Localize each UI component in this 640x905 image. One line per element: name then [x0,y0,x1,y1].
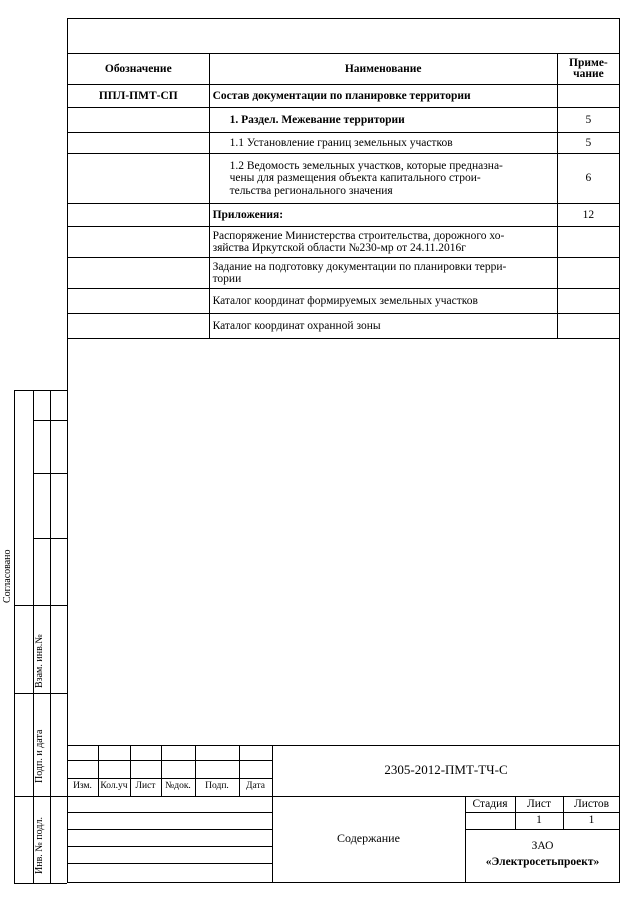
agreed-label: Согласовано [2,549,13,603]
header-designation: Обозначение [68,54,210,85]
inv-replace-label: Взам. инв.№ [34,634,45,688]
table-row [68,154,620,204]
sheets-value: 1 [588,814,595,826]
table-row [68,85,620,108]
table-row [68,258,620,289]
table-row [68,108,620,133]
cell-note: 6 [557,154,619,204]
table-row [68,314,620,339]
cell-note [557,258,619,289]
cell-name: 1. Раздел. Межевание территории [209,108,557,133]
title-col-header: Кол.уч [100,781,128,791]
cell-name: Каталог координат формируемых земельных участков [209,289,557,314]
cell-note [557,85,619,108]
cell-designation [68,108,210,133]
cell-designation [68,258,210,289]
table-row [68,289,620,314]
cell-designation [68,289,210,314]
cell-note: 12 [557,204,619,227]
sheets-label: Листов [573,798,610,810]
header-note: Приме- чание [557,54,619,85]
sheet-value: 1 [536,814,542,826]
cell-note [557,227,619,258]
sign-date-label: Подп. и дата [34,729,45,783]
cell-designation [68,133,210,154]
cell-name: Распоряжение Министерства строительства, дорожного хо- зяйства Иркутской области №230-мр от 24.11.2016г [209,227,557,258]
title-col-header: Лист [135,781,156,791]
cell-designation [68,227,210,258]
table-row [68,133,620,154]
inv-orig-label: Инв. № подл. [34,817,45,874]
cell-note: 5 [557,108,619,133]
table-header-row [68,54,620,85]
document-code: 2305-2012-ПМТ-ТЧ-С [384,762,508,777]
sheet-label: Лист [526,798,552,810]
title-col-header: №док. [165,781,191,791]
stage-label: Стадия [472,798,508,810]
cell-note [557,314,619,339]
contents-table [67,53,620,339]
table-row [68,227,620,258]
cell-name: Состав документации по планировке территории [209,85,557,108]
cell-designation [68,204,210,227]
cell-note: 5 [557,133,619,154]
cell-designation: ППЛ-ПМТ-СП [68,85,210,108]
cell-name: 1.1 Установление границ земельных участков [209,133,557,154]
cell-designation [68,314,210,339]
title-col-header: Изм. [73,781,92,791]
cell-name: 1.2 Ведомость земельных участков, которые предназна- чены для размещения объекта капитального строи- тельства регионального значения [209,154,557,204]
document-name: Содержание [337,831,400,845]
cell-name: Приложения: [209,204,557,227]
org-line1: ЗАО [531,840,554,852]
title-col-header: Дата [246,781,265,791]
header-name: Наименование [209,54,557,85]
cell-designation [68,154,210,204]
cell-name: Каталог координат охранной зоны [209,314,557,339]
cell-note [557,289,619,314]
table-row [68,204,620,227]
cell-name: Задание на подготовку документации по планировки терри- тории [209,258,557,289]
org-line2: «Электросетьпроект» [485,856,600,868]
title-col-header: Подп. [205,781,229,791]
